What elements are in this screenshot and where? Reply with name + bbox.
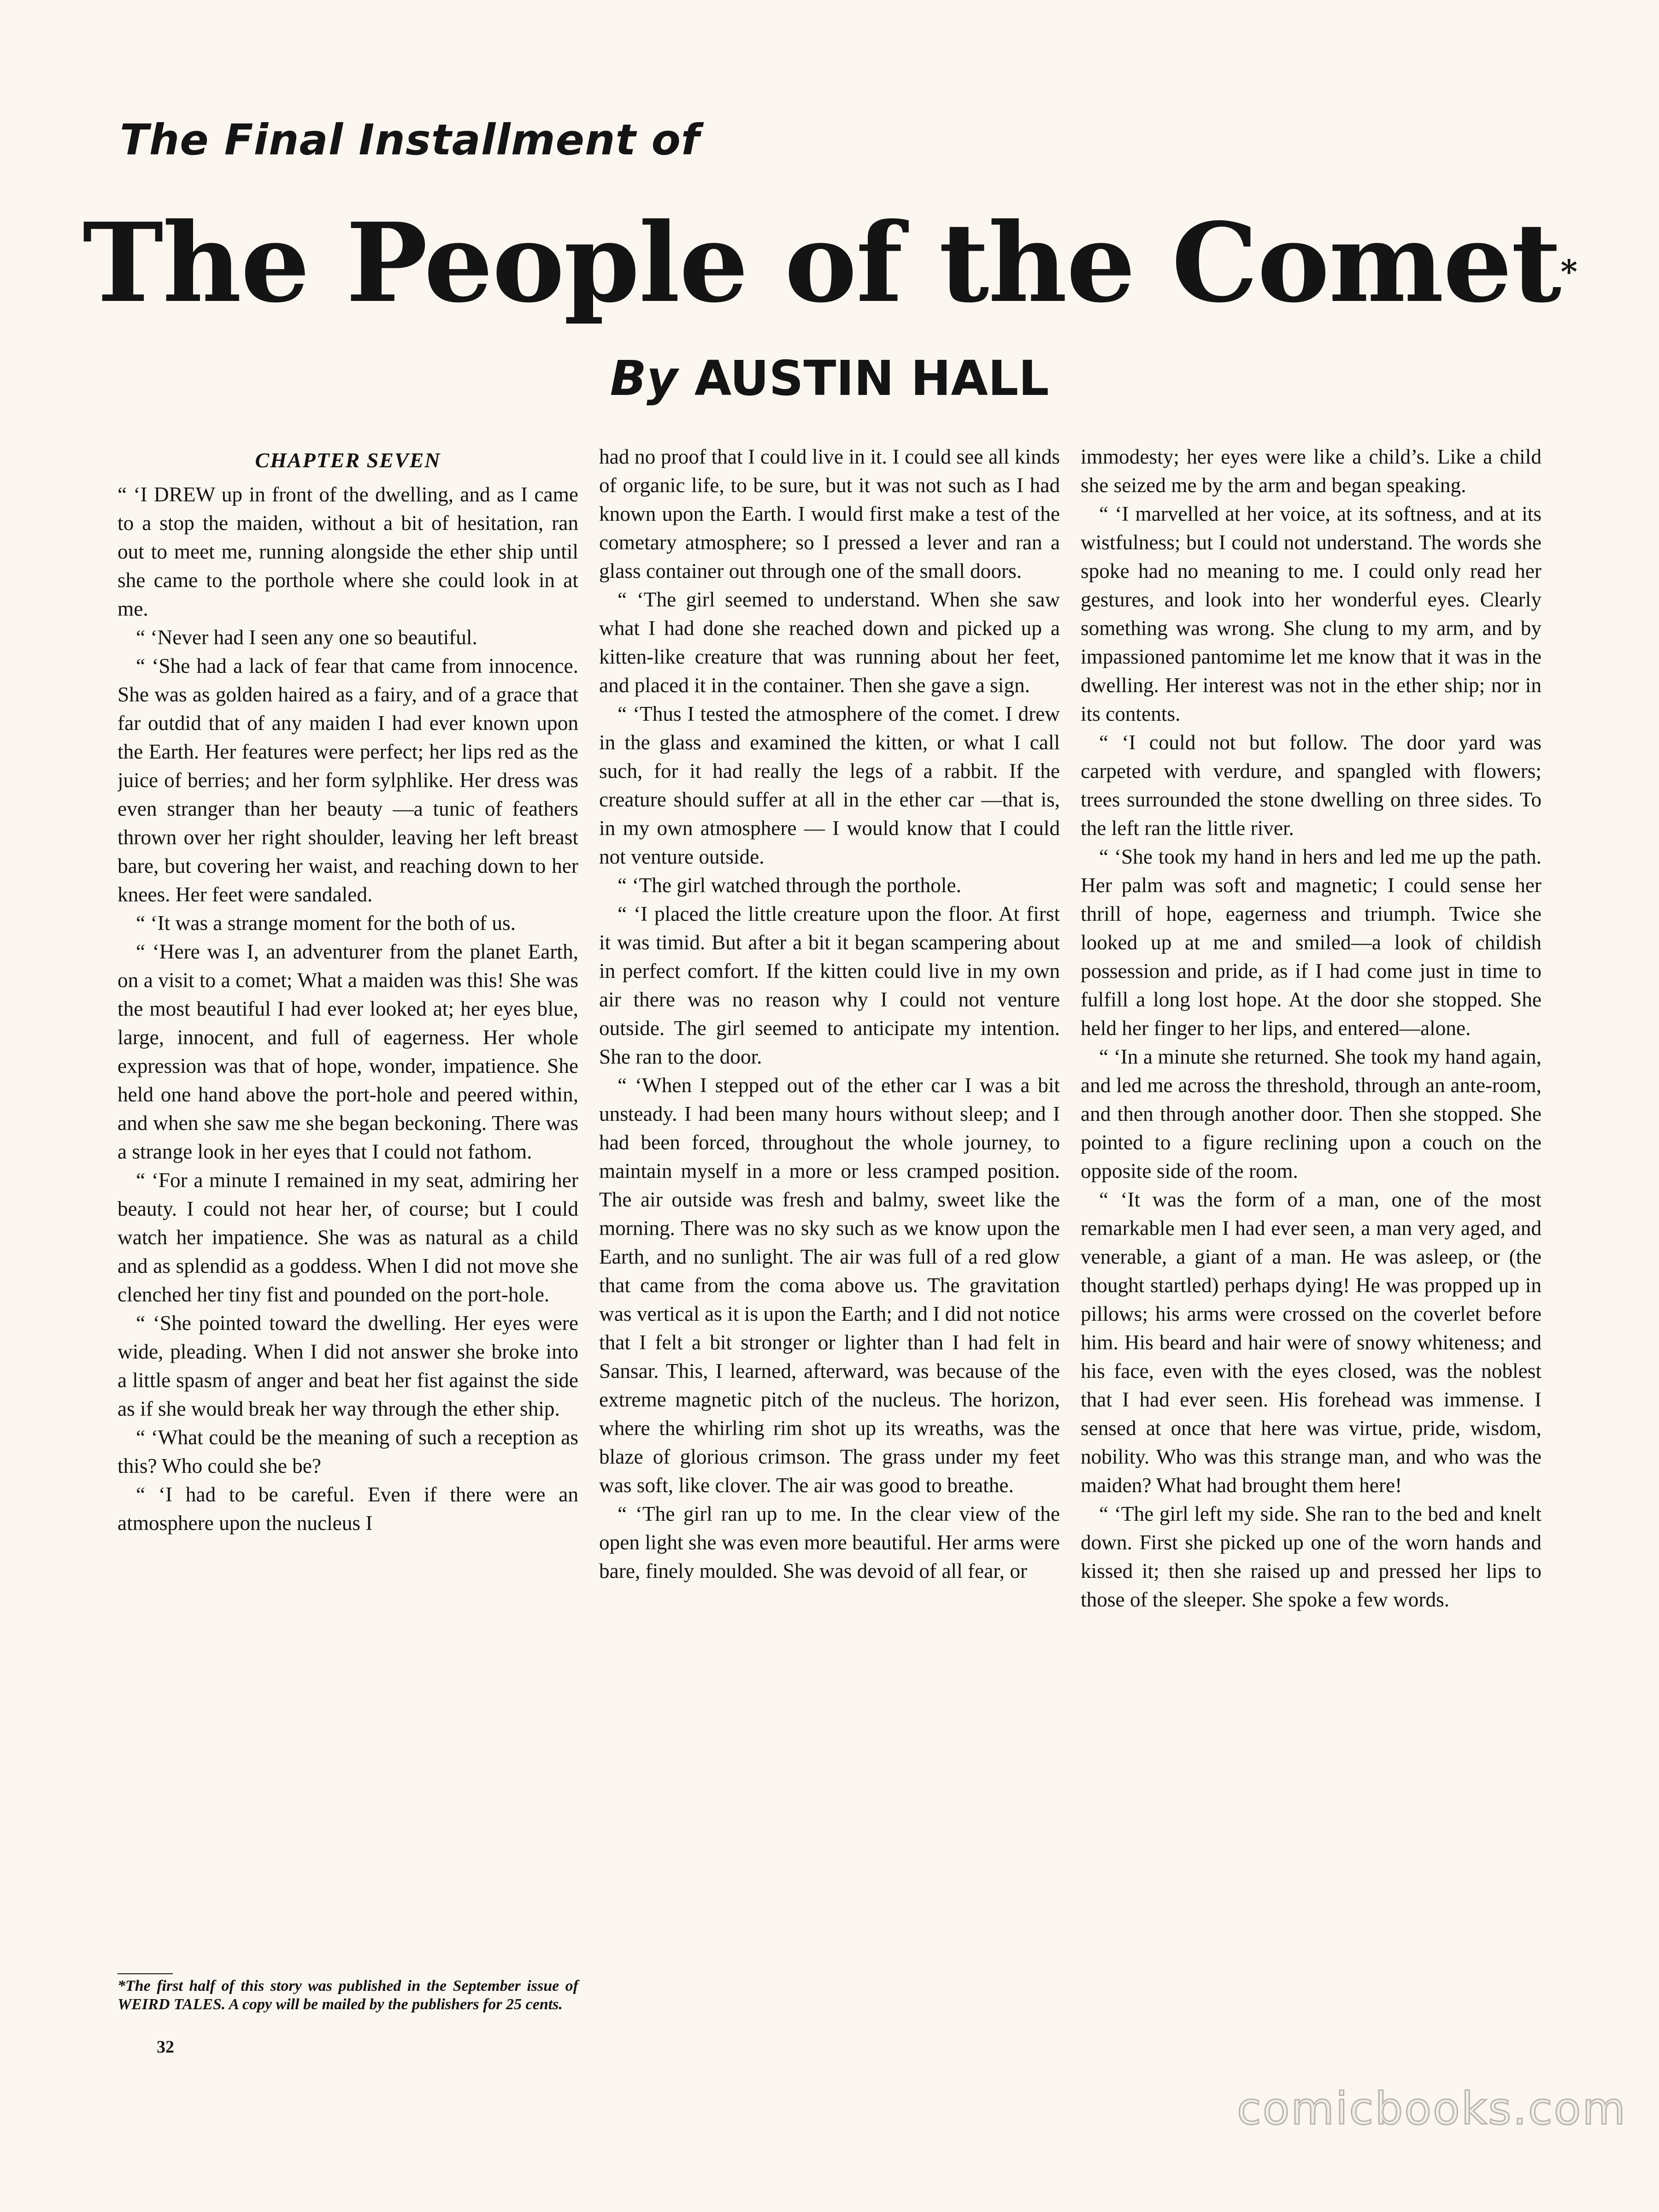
paragraph: “ ‘The girl ran up to me. In the clear view of the open light she was even more beautiful. Her arms were bare, finely moulded. She was devoid of all fear, or bbox=[599, 1502, 1060, 1583]
paragraph: “ ‘She pointed toward the dwelling. Her eyes were wide, pleading. When I did not answer she broke into a little spasm of anger and beat her fist against the side as if she would break her way through the ether ship. bbox=[118, 1312, 578, 1420]
paragraph: “ ‘Thus I tested the atmosphere of the comet. I drew in the glass and examined the kitten, or what I call such, for it had really the legs of a rabbit. If the creature should suffer at all in the ether car —that is, in my own atmosphere — I would know that I could not venture outside. bbox=[599, 702, 1060, 868]
byline bbox=[0, 350, 1659, 406]
text-column-3 bbox=[1081, 442, 1541, 2083]
paragraph: “ ‘I placed the little creature upon the floor. At first it was timid. But after a bit it began scampering about in perfect comfort. If the kitten could live in my own air there was no reason why I could not venture outside. The girl seemed to anticipate my intention. She ran to the door. bbox=[599, 902, 1060, 1068]
paragraph: “ ‘She took my hand in hers and led me up the path. Her palm was soft and magnetic; I could sense her thrill of hope, eagerness and triumph. Twice she looked up at me and smiled—a look of childish possession and pride, as if I had come just in time to fulfill a long lost hope. At the door she stopped. She held her finger to her lips, and entered—alone. bbox=[1081, 845, 1541, 1040]
paragraph: “ ‘The girl left my side. She ran to the bed and knelt down. First she picked up one of the worn hands and kissed it; then she raised up and pressed her lips to those of the sleeper. She spoke a few words. bbox=[1081, 1502, 1541, 1611]
paragraph: “ ‘In a minute she returned. She took my hand again, and led me across the threshold, through an ante-room, and then through another door. Then she stopped. She pointed to a figure reclining upon a couch on the opposite side of the room. bbox=[1081, 1045, 1541, 1182]
text-column-1 bbox=[118, 442, 578, 2083]
text-column-2 bbox=[599, 442, 1060, 2083]
footnote-divider bbox=[118, 1973, 173, 1974]
paragraph: “ ‘She had a lack of fear that came from innocence. She was as golden haired as a fairy, and of a grace that far outdid that of any maiden I had ever known upon the Earth. Her features were perfect; her lips red as the juice of berries; and her form sylphlike. Her dress was even stranger than her beauty —a tunic of feathers thrown over her right shoulder, leaving her left breast bare, but covering her waist, and reaching down to her knees. Her feet were sandaled. bbox=[118, 654, 578, 906]
story-title bbox=[0, 194, 1659, 332]
paragraph: “ ‘I had to be careful. Even if there were an atmosphere upon the nucleus I bbox=[118, 1483, 578, 1535]
paragraph: “ ‘I DREW up in front of the dwelling, and as I came to a stop the maiden, without a bit of hesitation, ran out to meet me, running alongside the ether ship until she came to the porthole where she could look in at me. bbox=[118, 483, 578, 620]
chapter-heading: CHAPTER SEVEN bbox=[255, 448, 441, 472]
paragraph: “ ‘It was a strange moment for the both of us. bbox=[136, 912, 516, 935]
kicker: The Final Installment of bbox=[120, 115, 700, 165]
paragraph: “ ‘The girl watched through the porthole. bbox=[618, 874, 961, 897]
paragraph: “ ‘I could not but follow. The door yard was carpeted with verdure, and spangled with flowers; trees surrounded the stone dwelling on three sides. To the left ran the little river. bbox=[1081, 731, 1541, 840]
paragraph: “ ‘The girl seemed to understand. When she saw what I had done she reached down and picked up a kitten-like creature that was running about her feet, and placed it in the container. Then she gave a sign. bbox=[599, 588, 1060, 697]
paragraph: “ ‘When I stepped out of the ether car I was a bit unsteady. I had been many hours without sleep; and I had been forced, throughout the whole journey, to maintain myself in a more or less cramped position. The air outside was fresh and balmy, sweet like the morning. There was no sky such as we know upon the Earth, and no sunlight. The air was full of a red glow that came from the coma above us. The gravitation was vertical as it is upon the Earth; and I did not notice that I felt a bit stronger or lighter than I had felt in Sansar. This, I learned, afterward, was because of the extreme magnetic pitch of the nucleus. The horizon, where the whirling rim shot up its wreaths, was the blaze of glorious crimson. The grass under my feet was soft, like clover. The air was good to breathe. bbox=[599, 1074, 1060, 1497]
paragraph: had no proof that I could live in it. I could see all kinds of organic life, to be sure, but it was not such as I had known upon the Earth. I would first make a test of the cometary atmosphere; so I pressed a lever and ran a glass container out through one of the small doors. bbox=[599, 445, 1060, 582]
paragraph: “ ‘Here was I, an adventurer from the planet Earth, on a visit to a comet; What a maiden was this! She was the most beautiful I had ever looked at; her eyes blue, large, innocent, and full of eagerness. Her whole expression was that of hope, wonder, impatience. She held one hand above the port-hole and peered within, and when she saw me she began beckoning. There was a strange look in her eyes that I could not fathom. bbox=[118, 940, 578, 1163]
page-number: 32 bbox=[157, 2037, 174, 2057]
paragraph: “ ‘Never had I seen any one so beautiful. bbox=[136, 626, 477, 649]
title-footnote-mark: * bbox=[1560, 253, 1577, 291]
paragraph: “ ‘For a minute I remained in my seat, admiring her beauty. I could not hear her, of course; but I could watch her impatience. She was as natural as a child and as splendid as a goddess. When I did not move she clenched her tiny fist and pounded on the port-hole. bbox=[118, 1169, 578, 1306]
byline-by: By bbox=[610, 350, 678, 406]
paragraph: “ ‘It was the form of a man, one of the most remarkable men I had ever seen, a man very aged, and venerable, a giant of a man. He was asleep, or (the thought startled) perhaps dying! He was propped up in pillows; his arms were crossed on the coverlet before him. His beard and hair were of snowy whiteness; and his face, even with the eyes closed, was the noblest that I had ever seen. His forehead was immense. I sensed at once that here was virtue, pride, wisdom, nobility. Who was this strange man, and who was the maiden? What had brought them here! bbox=[1081, 1188, 1541, 1497]
watermark: comicbooks.com bbox=[1236, 2083, 1627, 2135]
footnote: *The first half of this story was published in the September issue of WEIRD TALES. A copy will be mailed by the publishers for 25 cents. bbox=[118, 1977, 578, 2013]
paragraph: “ ‘What could be the meaning of such a reception as this? Who could she be? bbox=[118, 1426, 578, 1477]
story-title-text: The People of the Comet bbox=[82, 199, 1561, 327]
paragraph: “ ‘I marvelled at her voice, at its softness, and at its wistfulness; but I could not understand. The words she spoke had no meaning to me. I could only read her gestures, and look into her wonderful eyes. Clearly something was wrong. She clung to my arm, and by impassioned pantomime let me know that it was in the dwelling. Her interest was not in the ether ship; nor in its contents. bbox=[1081, 502, 1541, 725]
author-name: AUSTIN HALL bbox=[694, 350, 1049, 406]
paragraph: immodesty; her eyes were like a child’s. Like a child she seized me by the arm and began speaking. bbox=[1081, 445, 1541, 497]
